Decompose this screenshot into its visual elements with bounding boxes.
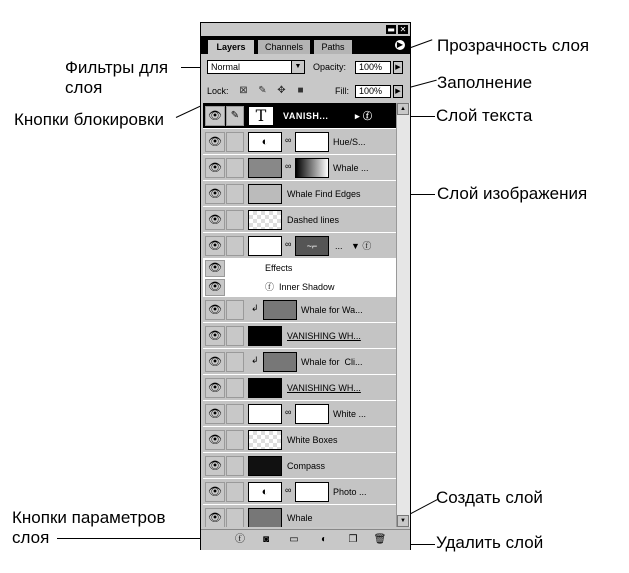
- scroll-down-icon[interactable]: ▼: [397, 515, 409, 527]
- clip-arrow-icon: ↲: [251, 303, 259, 313]
- image-thumb: [248, 184, 282, 204]
- layer-name: VANISHING WH...: [287, 331, 361, 341]
- lock-label: Lock:: [207, 86, 229, 96]
- eye-icon[interactable]: 👁: [205, 132, 225, 152]
- layer-name: Whale Find Edges: [287, 189, 361, 199]
- fill-slider-button[interactable]: ▶: [393, 85, 403, 98]
- effect-row[interactable]: [203, 278, 396, 297]
- panel-tabs: [201, 36, 410, 54]
- layer-name: Whale for Cli...: [301, 357, 363, 367]
- layer-name: Dashed lines: [287, 215, 340, 225]
- layers-list: [203, 103, 396, 527]
- annotation-text-layer: Слой текста: [436, 106, 533, 125]
- eye-icon[interactable]: 👁: [205, 326, 225, 346]
- annotation-delete-layer: Удалить слой: [436, 533, 544, 552]
- eye-icon[interactable]: 👁: [205, 300, 225, 320]
- link-slot[interactable]: [226, 378, 244, 398]
- opacity-slider-button[interactable]: ▶: [393, 61, 403, 74]
- mask-thumb: [295, 132, 329, 152]
- eye-icon[interactable]: 👁: [205, 236, 225, 256]
- white-thumb: [248, 236, 282, 256]
- eye-icon[interactable]: 👁: [205, 184, 225, 204]
- link-slot[interactable]: [226, 158, 244, 178]
- layer-row[interactable]: [203, 233, 396, 259]
- blend-mode-value: Normal: [211, 62, 241, 72]
- link-slot[interactable]: [226, 404, 244, 424]
- fx-icon: ⓕ: [265, 282, 275, 292]
- mask-thumb: [295, 404, 329, 424]
- tab-layers[interactable]: Layers: [207, 39, 255, 54]
- annotation-create-layer: Создать слой: [436, 488, 543, 507]
- image-thumb: [263, 300, 297, 320]
- layer-name: Whale ...: [333, 163, 369, 173]
- tab-channels[interactable]: Channels: [257, 39, 311, 54]
- layer-name: Compass: [287, 461, 326, 471]
- checker-thumb: [248, 210, 282, 230]
- blend-mode-select[interactable]: [207, 60, 305, 74]
- layer-name: White Boxes: [287, 435, 338, 445]
- white-thumb: [248, 404, 282, 424]
- link-slot[interactable]: [226, 326, 244, 346]
- layer-row[interactable]: [203, 479, 396, 505]
- fill-label: Fill:: [335, 86, 349, 96]
- eye-icon[interactable]: 👁: [205, 210, 225, 230]
- minimize-button[interactable]: ▬: [387, 25, 395, 34]
- tab-paths[interactable]: Paths: [313, 39, 353, 54]
- lock-all-icon[interactable]: ■: [297, 85, 304, 96]
- image-thumb: [248, 508, 282, 527]
- add-mask-icon[interactable]: ◙: [262, 534, 270, 545]
- layer-row[interactable]: [203, 401, 396, 427]
- link-slot[interactable]: [226, 236, 244, 256]
- link-slot[interactable]: [226, 300, 244, 320]
- annotation-lock-buttons: Кнопки блокировки: [14, 110, 164, 129]
- layer-name: White ...: [333, 409, 367, 419]
- eye-icon[interactable]: 👁: [205, 378, 225, 398]
- layer-row[interactable]: [203, 207, 396, 233]
- chain-icon: ∞: [285, 485, 292, 495]
- checker-thumb: [248, 430, 282, 450]
- link-slot[interactable]: [226, 430, 244, 450]
- layer-row[interactable]: [203, 505, 396, 527]
- panel-bottom-bar: [201, 529, 410, 550]
- layer-row[interactable]: [203, 181, 396, 207]
- link-slot[interactable]: [226, 482, 244, 502]
- annotation-fill: Заполнение: [437, 73, 533, 92]
- layer-row[interactable]: [203, 129, 396, 155]
- text-thumb: [248, 326, 282, 346]
- eye-icon[interactable]: 👁: [205, 430, 225, 450]
- layer-name: Whale for Wa...: [301, 305, 363, 315]
- layer-row[interactable]: [203, 297, 396, 323]
- annotation-layer-params: Кнопки параметров слоя: [12, 508, 166, 547]
- trash-icon[interactable]: 🗑: [373, 534, 387, 545]
- new-layer-icon[interactable]: ❐: [348, 534, 358, 545]
- annotation-filters: Фильтры для слоя: [65, 58, 169, 97]
- eye-icon[interactable]: 👁: [205, 106, 225, 126]
- effects-row[interactable]: [203, 259, 396, 278]
- link-slot[interactable]: [226, 210, 244, 230]
- layer-name: VANISHING WH...: [287, 383, 361, 393]
- chain-icon: ∞: [285, 161, 292, 171]
- scroll-up-icon[interactable]: ▲: [397, 103, 409, 115]
- clip-arrow-icon: ↲: [251, 355, 259, 365]
- eye-icon[interactable]: 👁: [205, 352, 225, 372]
- layers-panel: [200, 22, 411, 550]
- effect-name: Inner Shadow: [279, 282, 335, 292]
- layer-name: Whale: [287, 513, 313, 523]
- lock-paint-icon[interactable]: ✎: [258, 85, 267, 96]
- mask-thumb: [295, 482, 329, 502]
- panel-titlebar[interactable]: [201, 23, 410, 36]
- new-group-icon[interactable]: ▭: [289, 534, 299, 545]
- layer-row[interactable]: [203, 375, 396, 401]
- brush-icon[interactable]: ✎: [226, 106, 244, 126]
- layers-scrollbar[interactable]: [396, 103, 410, 527]
- leader-delete: [408, 544, 435, 545]
- dark-thumb: [248, 456, 282, 476]
- link-slot[interactable]: [226, 508, 244, 527]
- opacity-label: Opacity:: [313, 62, 347, 72]
- layer-row[interactable]: [203, 103, 396, 129]
- eye-icon[interactable]: 👁: [205, 456, 225, 476]
- link-slot[interactable]: [226, 184, 244, 204]
- opacity-input[interactable]: 100%: [355, 61, 391, 74]
- image-thumb: [248, 158, 282, 178]
- link-slot[interactable]: [226, 132, 244, 152]
- eye-icon[interactable]: 👁: [205, 404, 225, 424]
- link-slot[interactable]: [226, 352, 244, 372]
- image-thumb: [263, 352, 297, 372]
- eye-icon[interactable]: 👁: [205, 482, 225, 502]
- chain-icon: ∞: [285, 407, 292, 417]
- gradient-mask-thumb: [295, 158, 329, 178]
- layer-name: Hue/S...: [333, 137, 366, 147]
- effects-icon: ▸ ⓕ: [355, 111, 373, 121]
- fill-input[interactable]: 100%: [355, 85, 391, 98]
- chain-icon: ∞: [285, 135, 292, 145]
- eye-icon[interactable]: 👁: [205, 260, 225, 277]
- layer-name: VANISH...: [283, 111, 329, 121]
- layer-row[interactable]: [203, 453, 396, 479]
- eye-icon[interactable]: 👁: [205, 279, 225, 296]
- layer-row[interactable]: [203, 155, 396, 181]
- adjustment-layer-icon[interactable]: ◐: [320, 534, 328, 545]
- annotation-opacity: Прозрачность слоя: [437, 36, 590, 55]
- blend-row: [201, 56, 410, 78]
- chain-icon: ∞: [285, 239, 292, 249]
- lock-row: [201, 80, 410, 102]
- layer-name: Photo ...: [333, 487, 367, 497]
- annotation-image-layer: Слой изображения: [437, 184, 588, 203]
- close-button[interactable]: ✕: [399, 25, 407, 34]
- leader-text-layer: [410, 116, 435, 117]
- lock-transparent-icon[interactable]: ⊠: [239, 85, 248, 96]
- layer-name: ...: [335, 241, 343, 251]
- adjustment-thumb: ◐: [248, 482, 282, 502]
- eye-icon[interactable]: 👁: [205, 508, 225, 527]
- text-layer-thumb: T: [248, 106, 274, 126]
- effects-label: Effects: [265, 263, 293, 273]
- leader-params: [57, 538, 207, 539]
- vector-mask-thumb: ~⌐: [295, 236, 329, 256]
- adjustment-thumb: ◐: [248, 132, 282, 152]
- effects-icon: ▼ ⓕ: [351, 241, 372, 251]
- eye-icon[interactable]: 👁: [205, 158, 225, 178]
- link-slot[interactable]: [226, 456, 244, 476]
- chevron-down-icon: ▼: [291, 61, 304, 73]
- layer-row[interactable]: [203, 323, 396, 349]
- layer-row[interactable]: [203, 427, 396, 453]
- layer-row[interactable]: [203, 349, 396, 375]
- text-thumb: [248, 378, 282, 398]
- panel-menu-icon[interactable]: ▶: [394, 39, 406, 51]
- layer-style-icon[interactable]: ⓕ: [235, 534, 245, 545]
- lock-move-icon[interactable]: ✥: [277, 85, 286, 96]
